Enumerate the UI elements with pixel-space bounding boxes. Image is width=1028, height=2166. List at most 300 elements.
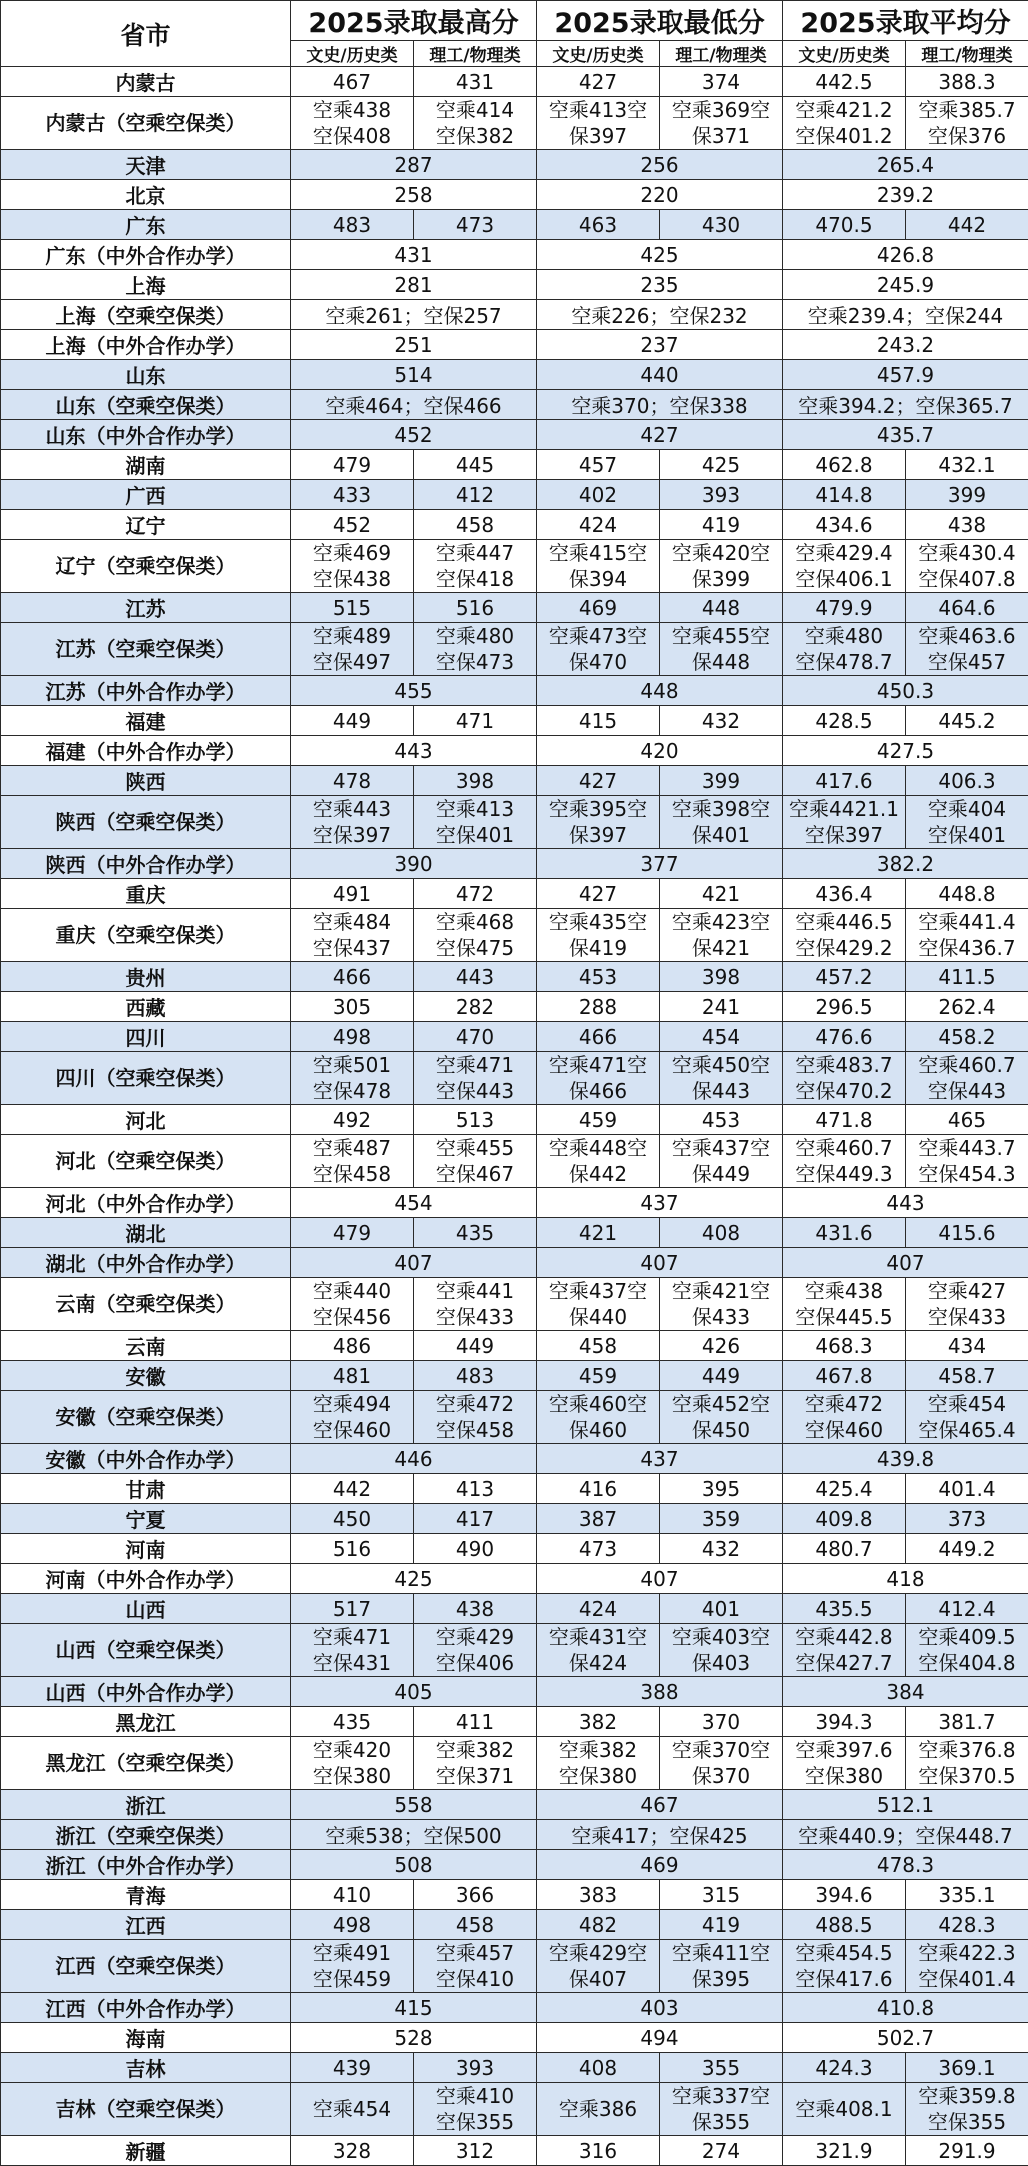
score-value: 393	[660, 483, 782, 507]
score-cell	[537, 1564, 783, 1594]
score-value: 466	[537, 1025, 659, 1049]
score-value: 479.9	[783, 596, 905, 620]
score-cell	[414, 879, 537, 909]
province-cell: 江西	[1, 1910, 291, 1940]
score-value: 483	[291, 213, 413, 237]
score-cell	[414, 1504, 537, 1534]
score-value: 空乘413空	[537, 97, 659, 123]
score-value: 454	[660, 1025, 782, 1049]
score-value: 453	[537, 965, 659, 989]
score-value: 410.8	[783, 1996, 1028, 2020]
score-value: 434	[906, 1334, 1028, 1358]
score-value: 453	[660, 1108, 782, 1132]
score-cell	[537, 1361, 660, 1391]
score-value: 空乘460空	[537, 1391, 659, 1417]
table-row	[1, 300, 1028, 330]
score-cell	[414, 706, 537, 736]
score-cell	[537, 450, 660, 480]
score-value: 377	[537, 852, 782, 876]
score-value: 401.4	[906, 1477, 1028, 1501]
score-cell	[537, 1052, 660, 1105]
score-cell	[906, 1504, 1028, 1534]
score-cell	[783, 1624, 906, 1677]
score-value: 空保459	[291, 1966, 413, 1992]
score-cell	[537, 1474, 660, 1504]
score-cell	[783, 1135, 906, 1188]
score-value: 空保470.2	[783, 1078, 905, 1104]
score-value: 空保380	[783, 1763, 905, 1789]
score-cell	[414, 97, 537, 150]
table-row	[1, 1880, 1028, 1910]
province-cell: 浙江（中外合作办学）	[1, 1850, 291, 1880]
score-cell	[537, 849, 783, 879]
score-value: 空乘440.9；空保448.7	[783, 1820, 1028, 1849]
score-cell	[783, 909, 906, 962]
score-value: 274	[660, 2139, 782, 2163]
score-cell	[660, 1331, 783, 1361]
score-cell	[660, 1218, 783, 1248]
sub-header-science: 理工/物理类	[414, 41, 537, 67]
score-value: 425	[537, 243, 782, 267]
score-value: 469	[537, 1853, 782, 1877]
score-cell	[906, 1910, 1028, 1940]
score-value: 保470	[537, 649, 659, 675]
table-row	[1, 1910, 1028, 1940]
score-cell	[291, 849, 537, 879]
score-cell	[291, 1022, 414, 1052]
score-value: 空乘421空	[660, 1278, 782, 1304]
table-row	[1, 1790, 1028, 1820]
score-cell	[783, 97, 906, 150]
score-value: 467.8	[783, 1364, 905, 1388]
score-value: 空乘464；空保466	[291, 390, 536, 419]
table-row	[1, 849, 1028, 879]
score-value: 保450	[660, 1417, 782, 1443]
score-cell	[414, 766, 537, 796]
province-cell: 山西（空乘空保类）	[1, 1624, 291, 1677]
score-cell	[783, 1737, 906, 1790]
table-row	[1, 150, 1028, 180]
score-cell	[537, 390, 783, 420]
score-cell	[291, 540, 414, 593]
score-value: 435	[414, 1221, 536, 1245]
score-cell	[414, 1022, 537, 1052]
score-cell	[660, 2136, 783, 2166]
score-value: 241	[660, 995, 782, 1019]
score-value: 387	[537, 1507, 659, 1531]
score-value: 407	[537, 1567, 782, 1591]
score-value: 425	[660, 453, 782, 477]
score-cell	[537, 1218, 660, 1248]
score-value: 空乘501	[291, 1052, 413, 1078]
province-cell: 上海	[1, 270, 291, 300]
score-value: 373	[906, 1507, 1028, 1531]
score-cell	[537, 1624, 660, 1677]
score-value: 435	[291, 1710, 413, 1734]
score-value: 458	[414, 513, 536, 537]
score-value: 空保370.5	[906, 1763, 1028, 1789]
score-value: 291.9	[906, 2139, 1028, 2163]
score-cell	[537, 180, 783, 210]
score-value: 保403	[660, 1650, 782, 1676]
score-value: 空乘438	[291, 97, 413, 123]
score-cell	[906, 1880, 1028, 1910]
score-value: 468.3	[783, 1334, 905, 1358]
score-cell	[660, 1910, 783, 1940]
score-value: 449	[660, 1364, 782, 1388]
score-cell	[414, 992, 537, 1022]
score-cell	[291, 1248, 537, 1278]
score-value: 305	[291, 995, 413, 1019]
table-row	[1, 1564, 1028, 1594]
province-cell: 上海（空乘空保类）	[1, 300, 291, 330]
table-row	[1, 1278, 1028, 1331]
score-value: 412.4	[906, 1597, 1028, 1621]
score-value: 256	[537, 153, 782, 177]
score-cell	[537, 1910, 660, 1940]
score-cell	[414, 593, 537, 623]
score-value: 空保458	[414, 1417, 536, 1443]
score-value: 239.2	[783, 183, 1028, 207]
score-value: 保399	[660, 566, 782, 592]
score-value: 388.3	[906, 70, 1028, 94]
score-value: 空乘430.4	[906, 540, 1028, 566]
score-cell	[783, 2053, 906, 2083]
score-cell	[906, 2136, 1028, 2166]
score-value: 492	[291, 1108, 413, 1132]
score-value: 431.6	[783, 1221, 905, 1245]
score-cell	[660, 510, 783, 540]
score-value: 513	[414, 1108, 536, 1132]
score-value: 空保429.2	[783, 935, 905, 961]
score-value: 保355	[660, 2109, 782, 2135]
score-value: 514	[291, 363, 536, 387]
score-value: 空乘226；空保232	[537, 300, 782, 329]
score-cell	[414, 67, 537, 97]
score-value: 508	[291, 1853, 536, 1877]
score-value: 空保355	[906, 2109, 1028, 2135]
score-value: 442	[906, 213, 1028, 237]
score-value: 427	[537, 70, 659, 94]
score-value: 空保408	[291, 123, 413, 149]
score-value: 435.5	[783, 1597, 905, 1621]
score-cell	[291, 2053, 414, 2083]
score-value: 490	[414, 1537, 536, 1561]
score-value: 空保371	[414, 1763, 536, 1789]
score-value: 288	[537, 995, 659, 1019]
score-cell	[660, 1624, 783, 1677]
score-value: 空保401.2	[783, 123, 905, 149]
score-value: 399	[660, 769, 782, 793]
score-value: 空保397	[783, 822, 905, 848]
score-value: 470	[414, 1025, 536, 1049]
score-cell	[414, 1534, 537, 1564]
score-cell	[783, 1331, 906, 1361]
score-value: 449.2	[906, 1537, 1028, 1561]
score-cell	[660, 909, 783, 962]
score-value: 空乘437空	[660, 1135, 782, 1161]
sub-header-arts: 文史/历史类	[537, 41, 660, 67]
score-value: 空乘441.4	[906, 909, 1028, 935]
province-cell: 黑龙江	[1, 1707, 291, 1737]
province-cell: 北京	[1, 180, 291, 210]
score-cell	[783, 736, 1028, 766]
score-cell	[783, 1707, 906, 1737]
table-row	[1, 2136, 1028, 2166]
score-value: 空保465.4	[906, 1417, 1028, 1443]
score-cell	[783, 706, 906, 736]
table-row	[1, 1940, 1028, 1993]
score-value: 419	[660, 513, 782, 537]
table-row	[1, 1850, 1028, 1880]
max-score-header: 2025录取最高分	[291, 1, 537, 41]
score-cell	[906, 1940, 1028, 1993]
province-cell: 新疆	[1, 2136, 291, 2166]
score-value: 空乘404	[906, 796, 1028, 822]
score-value: 空保407.8	[906, 566, 1028, 592]
province-cell: 贵州	[1, 962, 291, 992]
score-value: 467	[291, 70, 413, 94]
score-cell	[537, 796, 660, 849]
score-cell	[660, 1534, 783, 1564]
score-value: 420	[537, 739, 782, 763]
score-cell	[660, 1278, 783, 1331]
score-value: 空乘471	[291, 1624, 413, 1650]
score-value: 251	[291, 333, 536, 357]
score-value: 空乘452空	[660, 1391, 782, 1417]
score-value: 442	[291, 1477, 413, 1501]
province-cell: 内蒙古（空乘空保类）	[1, 97, 291, 150]
score-cell	[291, 2136, 414, 2166]
score-value: 287	[291, 153, 536, 177]
score-value: 424	[537, 513, 659, 537]
table-row	[1, 593, 1028, 623]
score-value: 517	[291, 1597, 413, 1621]
score-cell	[537, 2023, 783, 2053]
province-cell: 辽宁	[1, 510, 291, 540]
score-cell	[906, 1594, 1028, 1624]
score-value: 515	[291, 596, 413, 620]
score-cell	[537, 210, 660, 240]
score-value: 437	[537, 1191, 782, 1215]
province-cell: 河北（中外合作办学）	[1, 1188, 291, 1218]
score-cell	[291, 1534, 414, 1564]
score-value: 457.2	[783, 965, 905, 989]
province-cell: 江西（中外合作办学）	[1, 1993, 291, 2023]
score-value: 空乘415空	[537, 540, 659, 566]
score-cell	[783, 2136, 906, 2166]
score-cell	[291, 796, 414, 849]
score-value: 空乘385.7	[906, 97, 1028, 123]
score-cell	[537, 1677, 783, 1707]
score-cell	[414, 450, 537, 480]
province-cell: 福建	[1, 706, 291, 736]
score-value: 空乘420	[291, 1737, 413, 1763]
score-cell	[660, 1594, 783, 1624]
score-value: 417.6	[783, 769, 905, 793]
score-cell	[291, 593, 414, 623]
province-cell: 河北	[1, 1105, 291, 1135]
score-cell	[537, 1135, 660, 1188]
score-value: 443	[414, 965, 536, 989]
score-cell	[660, 2083, 783, 2136]
score-cell	[291, 1850, 537, 1880]
score-value: 413	[414, 1477, 536, 1501]
score-value: 412	[414, 483, 536, 507]
province-cell: 浙江	[1, 1790, 291, 1820]
score-value: 486	[291, 1334, 413, 1358]
score-cell	[291, 676, 537, 706]
score-value: 450.3	[783, 679, 1028, 703]
province-cell: 天津	[1, 150, 291, 180]
score-cell	[414, 540, 537, 593]
score-value: 空乘450空	[660, 1052, 782, 1078]
province-cell: 陕西	[1, 766, 291, 796]
score-value: 446	[291, 1447, 536, 1471]
score-cell	[414, 1361, 537, 1391]
score-cell	[537, 67, 660, 97]
score-value: 空乘261；空保257	[291, 300, 536, 329]
table-row	[1, 1820, 1028, 1850]
score-cell	[906, 1331, 1028, 1361]
score-cell	[291, 1624, 414, 1677]
score-value: 空保454.3	[906, 1161, 1028, 1187]
score-value: 空乘429	[414, 1624, 536, 1650]
province-cell: 山东（空乘空保类）	[1, 390, 291, 420]
score-cell	[660, 1105, 783, 1135]
score-cell	[291, 1594, 414, 1624]
score-value: 465	[906, 1108, 1028, 1132]
score-value: 空保473	[414, 649, 536, 675]
score-value: 463	[537, 213, 659, 237]
score-value: 459	[537, 1364, 659, 1388]
score-cell	[783, 1361, 906, 1391]
score-value: 411	[414, 1710, 536, 1734]
score-value: 空保436.7	[906, 935, 1028, 961]
score-value: 471.8	[783, 1108, 905, 1132]
score-cell	[291, 1188, 537, 1218]
score-cell	[537, 2083, 660, 2136]
score-cell	[537, 1444, 783, 1474]
score-value: 保397	[537, 123, 659, 149]
score-cell	[660, 879, 783, 909]
score-value: 437	[537, 1447, 782, 1471]
score-value: 空保443	[906, 1078, 1028, 1104]
score-value: 空乘447	[414, 540, 536, 566]
score-cell	[291, 420, 537, 450]
score-value: 空乘460.7	[783, 1135, 905, 1161]
score-cell	[291, 97, 414, 150]
score-value: 452	[291, 423, 536, 447]
score-value: 空保401	[414, 822, 536, 848]
score-value: 455	[291, 679, 536, 703]
score-value: 436.4	[783, 882, 905, 906]
score-cell	[660, 2053, 783, 2083]
score-value: 439.8	[783, 1447, 1028, 1471]
score-cell	[291, 879, 414, 909]
score-cell	[414, 1105, 537, 1135]
score-cell	[783, 390, 1028, 420]
table-row	[1, 736, 1028, 766]
score-value: 479	[291, 453, 413, 477]
table-row	[1, 420, 1028, 450]
province-cell: 海南	[1, 2023, 291, 2053]
score-value: 空保431	[291, 1650, 413, 1676]
score-cell	[537, 1188, 783, 1218]
score-value: 282	[414, 995, 536, 1019]
province-cell: 四川	[1, 1022, 291, 1052]
score-cell	[537, 540, 660, 593]
table-row	[1, 67, 1028, 97]
score-cell	[291, 1331, 414, 1361]
score-value: 空乘359.8	[906, 2083, 1028, 2109]
score-value: 315	[660, 1883, 782, 1907]
score-value: 245.9	[783, 273, 1028, 297]
score-cell	[537, 766, 660, 796]
score-value: 431	[414, 70, 536, 94]
score-value: 空乘463.6	[906, 623, 1028, 649]
score-cell	[906, 1052, 1028, 1105]
table-row	[1, 1361, 1028, 1391]
score-value: 保421	[660, 935, 782, 961]
score-cell	[660, 1474, 783, 1504]
score-cell	[291, 1444, 537, 1474]
province-cell: 青海	[1, 1880, 291, 1910]
score-cell	[291, 390, 537, 420]
score-cell	[783, 992, 906, 1022]
score-value: 432.1	[906, 453, 1028, 477]
score-cell	[537, 480, 660, 510]
province-cell: 安徽（空乘空保类）	[1, 1391, 291, 1444]
score-cell	[906, 1391, 1028, 1444]
score-value: 476.6	[783, 1025, 905, 1049]
score-value: 394.3	[783, 1710, 905, 1734]
score-value: 220	[537, 183, 782, 207]
score-cell	[660, 623, 783, 676]
score-value: 312	[414, 2139, 536, 2163]
score-value: 388	[537, 1680, 782, 1704]
score-cell	[783, 1248, 1028, 1278]
score-cell	[291, 240, 537, 270]
score-value: 459	[537, 1108, 659, 1132]
score-value: 保460	[537, 1417, 659, 1443]
table-row	[1, 1504, 1028, 1534]
score-cell	[660, 962, 783, 992]
score-cell	[783, 1677, 1028, 1707]
score-value: 空保478	[291, 1078, 413, 1104]
score-value: 457.9	[783, 363, 1028, 387]
score-cell	[660, 796, 783, 849]
sub-header-science: 理工/物理类	[906, 41, 1028, 67]
score-cell	[783, 270, 1028, 300]
score-value: 424	[537, 1597, 659, 1621]
score-value: 458	[414, 1913, 536, 1937]
score-value: 空乘422.3	[906, 1940, 1028, 1966]
score-value: 359	[660, 1507, 782, 1531]
score-value: 471	[414, 709, 536, 733]
score-value: 空乘442.8	[783, 1624, 905, 1650]
score-value: 438	[906, 513, 1028, 537]
score-value: 空乘429.4	[783, 540, 905, 566]
score-value: 空乘421.2	[783, 97, 905, 123]
score-value: 保424	[537, 1650, 659, 1676]
score-cell	[906, 67, 1028, 97]
table-row	[1, 240, 1028, 270]
score-cell	[537, 97, 660, 150]
score-value: 432	[660, 709, 782, 733]
score-value: 空乘337空	[660, 2083, 782, 2109]
score-cell	[906, 706, 1028, 736]
